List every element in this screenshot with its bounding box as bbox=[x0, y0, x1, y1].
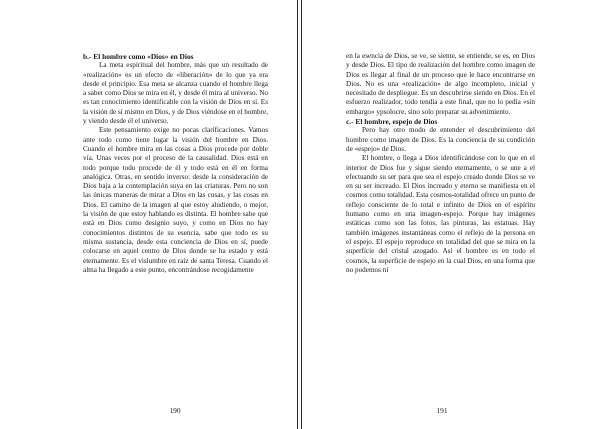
section-heading-c: c.- El hombre, espejo de Dios bbox=[346, 117, 438, 127]
left-paragraph-2: Este pensamiento exige no pocas clarificaciones. Vamos ante todo como tiene lugar la visión del hombre en Dios. Cuando el hombre mira en las cosas a Dios procede por doble vía. Unas veces por el proceso de la causalidad. Dios está en todo porque todo procede de él y todo está en él en forma analógica. Otras, en sentido inverso: desde la consideración de Dios baja a la contemplación suya en las criaturas. Pero no son las únicas maneras de mirar a Dios en las cosas, y las cosas en Dios. El camino de la imagen al que estoy aludiendo, o mejor, la visión de que estoy hablando es distinta. El hombre sabe que está en Dios como designio suyo, y como en Dios no hay conocimientos distintos de su esencia, sabe que todo es su misma sustancia, desde esta conciencia de Dios en sí, puede colocarse en aquel centro de Dios donde se ha estado y está eternamente. Es el vislumbre en raíz de santa Teresa. Cuando el alma ha llegado a este punto, encontrándose recogidamente bbox=[83, 126, 268, 274]
left-page bbox=[0, 0, 297, 429]
right-paragraph-2: El hombre, o llega a Dios identificándose con lo que en el interior de Dios fue y sigue siendo eternamente, o se une a el efectuando su ser para que sea el espejo creado donde Dios se ve en su ser increado. El Dios increado y eterno se manifiesta en el cosmos como totalidad. Esta cosmos-totalidad ofrece un punto de reflejo consciente de lo total e infinito de Dios en el espíritu humano como en una imagen-espejo. Porque hay imágenes estáticas como son las fotos, las pinturas, las estatuas. Hay también imágenes instantáneas como el reflejo de la persona en el espejo. El espejo reproduce en totalidad del que se mira en la superficie del cristal azogado. Así el hombre es en todo el cosmos, la superficie de espejo en la cual Dios, en una forma que no podemos ni bbox=[346, 154, 535, 274]
right-page-number: 191 bbox=[436, 406, 448, 415]
right-text-column bbox=[346, 52, 535, 275]
section-heading-b: b.- El hombre como «Dios» en Dios bbox=[83, 52, 194, 61]
left-page-number: 190 bbox=[169, 406, 181, 415]
right-paragraph-1: Pero hay otro modo de entender el descubrimiento del hombre como imagen de Dios. Es la conciencia de su condición de «espejo» de Dios. bbox=[346, 126, 535, 153]
right-continued-paragraph: en la esencia de Dios, se ve, se siente, se entiende, se es, en Dios y desde Dios. El tipo de realización del hombre como imagen de Dios es llegar al final de un proceso que le hace encontrarse en Dios. No es una «realización» de algo incompleto, inicial y necesitado de despliegue. Es un descubrirse siendo en Dios. En el esfuerzo realizador, todo tendía a este final, que no lo pedía «sin embargo» ypsolocre, sino solo preparar su advenimiento. bbox=[346, 52, 535, 116]
left-paragraph-1: La meta espiritual del hombre, más que un resultado de «realización» es un efecto de «liberación» de lo que ya era desde el principio. Esa meta se alcanza cuando el hombre llega a saber como Dios se mira en él, y desde él mira al universo. No es tan conocimiento identificable con la visión de Dios en sí. Es la visión de sí mismo en Dios, y de Dios viéndose en el hombre, y viendo desde él el universo. bbox=[83, 61, 268, 126]
left-text-column bbox=[83, 52, 268, 275]
left-page-edge bbox=[297, 0, 298, 429]
right-page bbox=[302, 0, 600, 429]
